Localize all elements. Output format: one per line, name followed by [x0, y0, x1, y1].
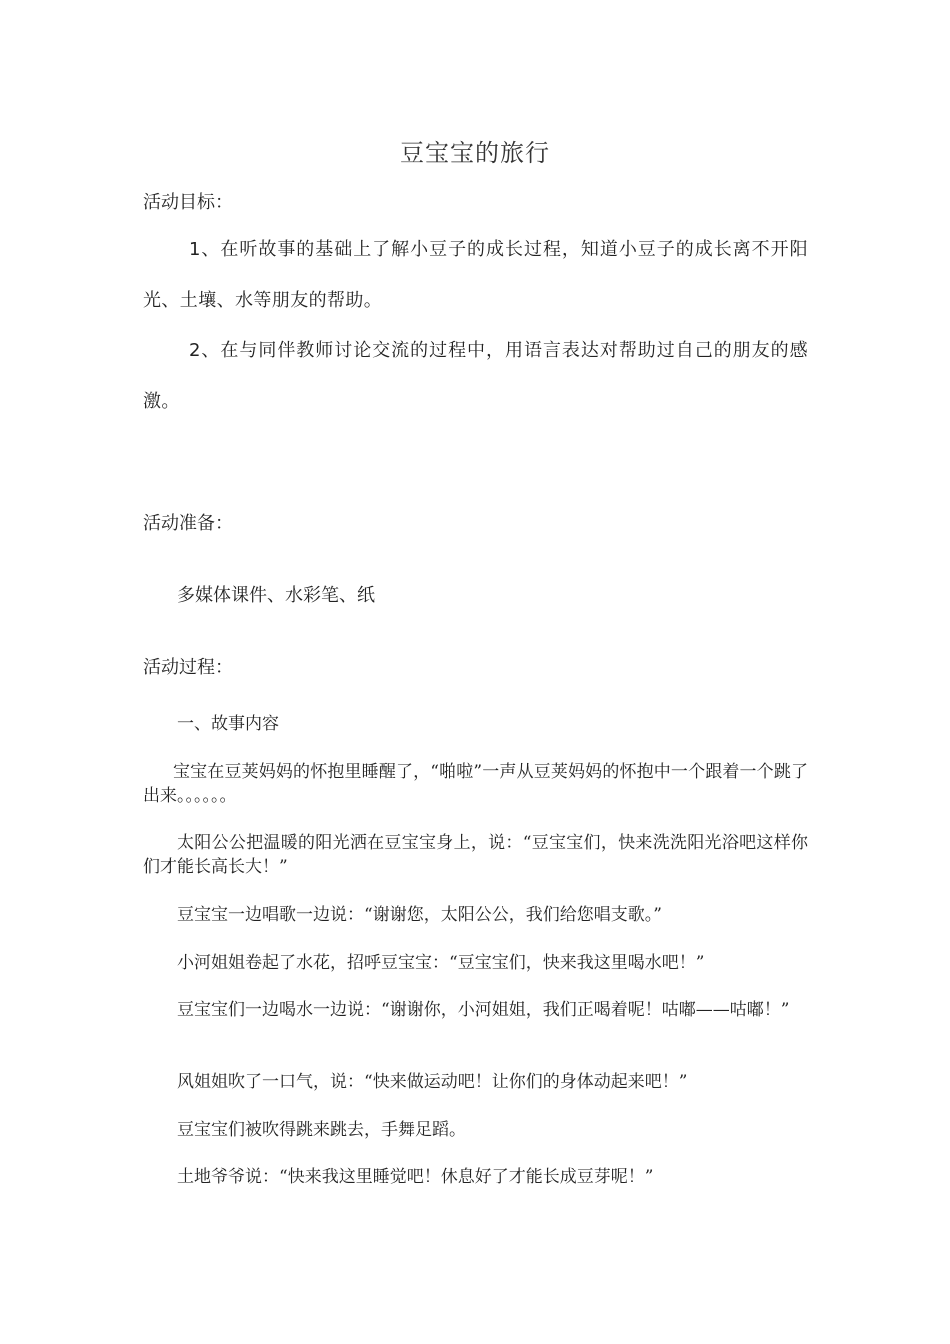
story-paragraph: 豆宝宝们一边喝水一边说：“谢谢你，小河姐姐，我们正喝着呢！咕嘟——咕嘟！”: [177, 1000, 790, 1020]
goal-item-2: 2、在与同伴教师讨论交流的过程中，用语言表达对帮助过自己的朋友的感激。: [143, 340, 808, 412]
story-paragraph: 小河姐姐卷起了水花，招呼豆宝宝：“豆宝宝们，快来我这里喝水吧！”: [177, 953, 705, 973]
goal-item-1: 1、在听故事的基础上了解小豆子的成长过程，知道小豆子的成长离不开阳光、土壤、水等朋友的帮助。: [143, 239, 808, 311]
story-paragraph: 豆宝宝们被吹得跳来跳去，手舞足蹈。: [177, 1120, 466, 1140]
story-paragraph: 土地爷爷说：“快来我这里睡觉吧！休息好了才能长成豆芽呢！”: [177, 1167, 654, 1187]
story-section-title: 一、故事内容: [177, 714, 279, 734]
goals-heading: 活动目标：: [143, 192, 233, 213]
preparation-materials: 多媒体课件、水彩笔、纸: [177, 585, 375, 606]
story-paragraph: 豆宝宝一边唱歌一边说：“谢谢您，太阳公公，我们给您唱支歌。”: [177, 905, 662, 925]
preparation-heading: 活动准备：: [143, 513, 233, 534]
document-title: 豆宝宝的旅行: [400, 139, 550, 167]
story-paragraph: 风姐姐吹了一口气，说：“快来做运动吧！让你们的身体动起来吧！”: [177, 1072, 688, 1092]
process-heading: 活动过程：: [143, 657, 233, 678]
story-paragraph: 太阳公公把温暖的阳光洒在豆宝宝身上，说：“豆宝宝们，快来洗洗阳光浴吧这样你们才能长高长大！”: [143, 833, 808, 877]
story-paragraph: 宝宝在豆荚妈妈的怀抱里睡醒了，“啪啦”一声从豆荚妈妈的怀抱中一个跟着一个跳了出来。。。。。。: [143, 762, 808, 806]
